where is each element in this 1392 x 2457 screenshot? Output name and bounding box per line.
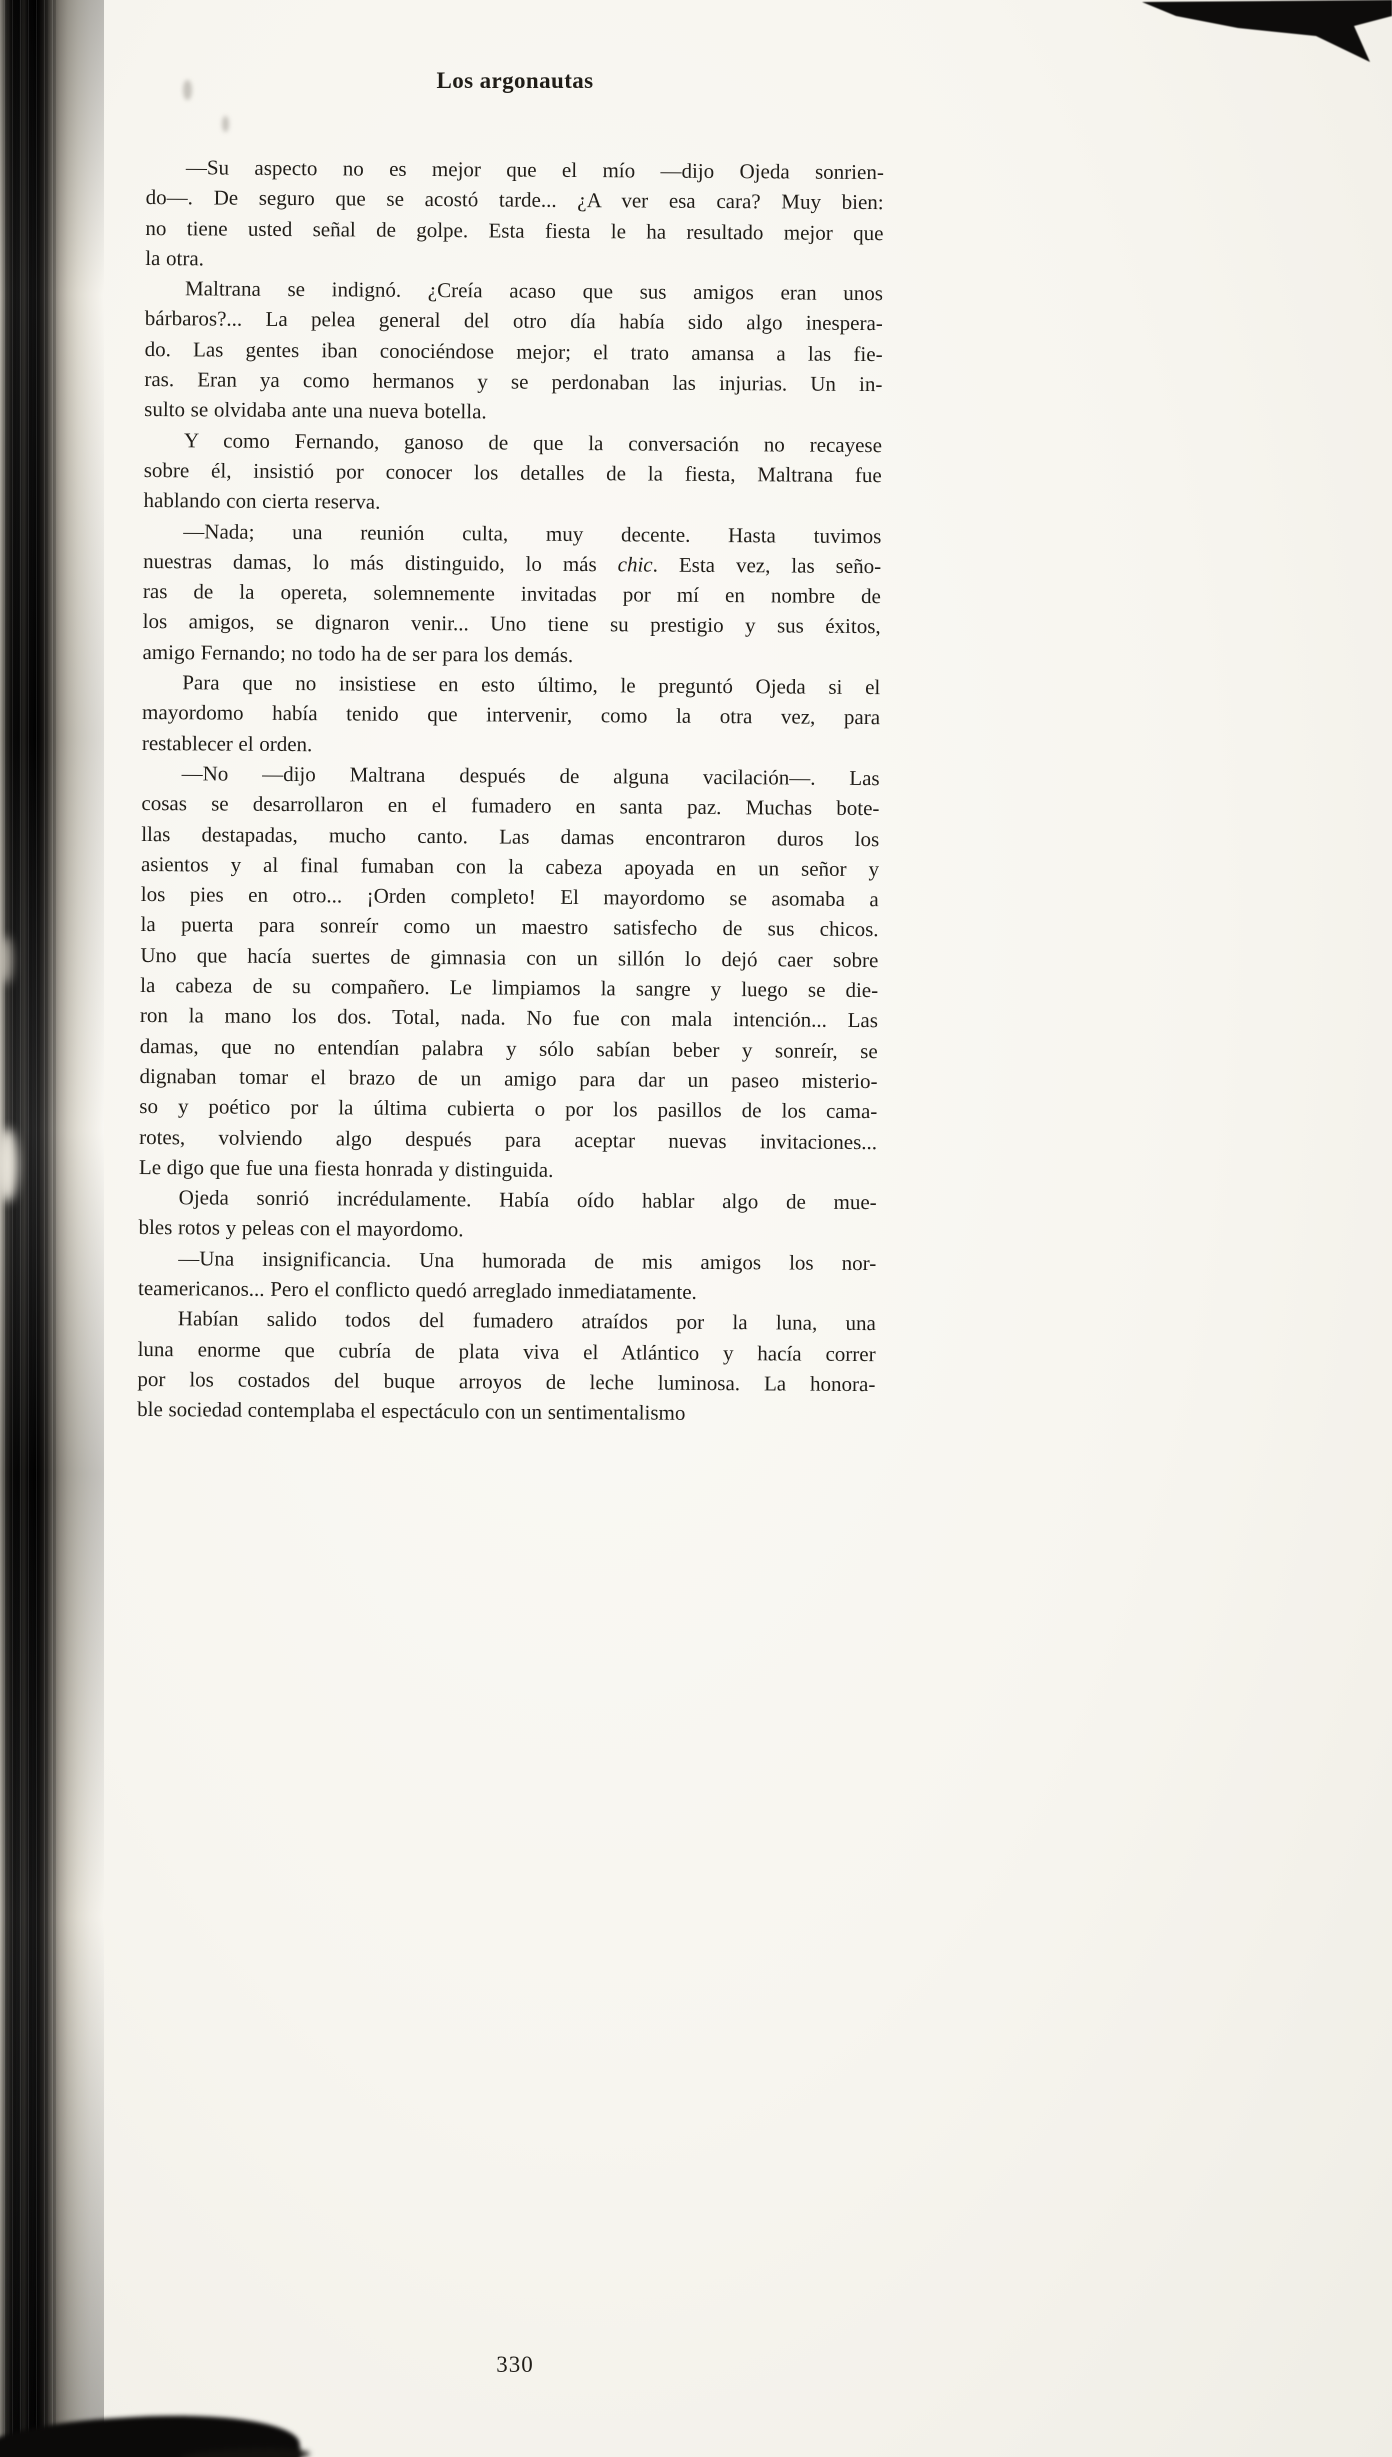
paragraph bbox=[138, 1182, 876, 1248]
text-line: bárbaros?... La pelea general del otro día había sido algo inespera- bbox=[144, 306, 883, 336]
text-line: los pies en otro... ¡Orden completo! El mayordomo se asomaba a bbox=[140, 882, 879, 912]
text-line: teamericanos... Pero el conflicto quedó arreglado inmediatamente. bbox=[137, 1275, 697, 1304]
paragraph bbox=[139, 758, 880, 1187]
paragraph bbox=[142, 516, 881, 673]
text-line: Ojeda sonrió incrédulamente. Había oído hablar algo de mue- bbox=[178, 1185, 877, 1215]
text-line: amigo Fernando; no todo ha de ser para los demás. bbox=[142, 639, 574, 667]
text-line: la puerta para sonreír como un maestro satisfecho de sus chicos. bbox=[140, 912, 879, 942]
body-text bbox=[137, 152, 884, 1430]
paragraph bbox=[138, 1243, 876, 1309]
italic-word: chic bbox=[617, 552, 653, 577]
text-line: dignaban tomar el brazo de un amigo para dar un paseo misterio- bbox=[139, 1063, 878, 1094]
text-line: ron la mano los dos. Total, nada. No fue con mala intención... Las bbox=[139, 1003, 879, 1033]
text-line: —Su aspecto no es mejor que el mío —dijo Ojeda sonrien- bbox=[185, 155, 884, 185]
text-line: restablecer el orden. bbox=[141, 730, 313, 756]
text-line: —Una insignificancia. Una humorada de mis amigos los nor- bbox=[178, 1245, 877, 1275]
text-line: Y como Fernando, ganoso de que la conversación no recayese bbox=[183, 427, 883, 457]
text-line: la otra. bbox=[145, 245, 205, 271]
text-line: so y poético por la última cubierta o por los pasillos de los cama- bbox=[139, 1094, 878, 1124]
text-line: sulto se olvidaba ante una nueva botella. bbox=[144, 397, 487, 424]
scan-speck bbox=[222, 116, 229, 132]
book-binding-shadow bbox=[0, 0, 104, 2457]
text-line: los amigos, se dignaron venir... Uno tiene su prestigio y sus éxitos, bbox=[142, 609, 881, 639]
text-line: por los costados del buque arroyos de leche luminosa. La honora- bbox=[137, 1366, 876, 1396]
text-line: Le digo que fue una fiesta honrada y distinguida. bbox=[138, 1154, 554, 1182]
text-line: la cabeza de su compañero. Le limpiamos la sangre y luego se die- bbox=[140, 972, 879, 1003]
text-segment: . Esta vez, las seño- bbox=[652, 552, 882, 579]
text-line: Maltrana se indignó. ¿Creía acaso que sus amigos eran unos bbox=[184, 276, 884, 306]
text-segment: nuestras damas, lo más distinguido, lo más bbox=[143, 548, 618, 577]
text-line: Uno que hacía suertes de gimnasia con un sillón lo dejó caer sobre bbox=[140, 942, 879, 972]
text-line: —No —dijo Maltrana después de alguna vacilación—. Las bbox=[181, 761, 880, 791]
text-line: bles rotos y peleas con el mayordomo. bbox=[138, 1215, 464, 1242]
text-line: ras. Eran ya como hermanos y se perdonaban las injurias. Un in- bbox=[144, 367, 883, 397]
paragraph bbox=[143, 425, 882, 521]
text-line: sobre él, insistió por conocer los detalles de la fiesta, Maltrana fue bbox=[143, 457, 882, 488]
running-header: Los argonautas bbox=[436, 68, 594, 93]
text-line: damas, que no entendían palabra y sólo sabían beber y sonreír, se bbox=[139, 1033, 878, 1063]
text-line: cosas se desarrollaron en el fumadero en santa paz. Muchas bote- bbox=[141, 791, 880, 821]
text-line: no tiene usted señal de golpe. Esta fiesta le ha resultado mejor que bbox=[145, 215, 884, 245]
text-line: do—. De seguro que se acostó tarde... ¿A ver esa cara? Muy bien: bbox=[145, 185, 884, 215]
page-number: 330 bbox=[496, 2352, 534, 2377]
text-line: mayordomo había tenido que intervenir, como la otra vez, para bbox=[142, 700, 881, 730]
text-line: —Nada; una reunión culta, muy decente. Hasta tuvimos bbox=[183, 518, 882, 548]
text-line: Habían salido todos del fumadero atraídos por la luna, una bbox=[177, 1306, 876, 1336]
text-line: luna enorme que cubría de plata viva el Atlántico y hacía correr bbox=[137, 1336, 876, 1366]
text-line: ble sociedad contemplaba el espectáculo con un sentimentalismo bbox=[137, 1397, 686, 1425]
paragraph bbox=[145, 152, 884, 278]
paragraph bbox=[144, 273, 883, 430]
text-line: hablando con cierta reserva. bbox=[143, 488, 381, 514]
paragraph bbox=[137, 1303, 876, 1429]
paragraph bbox=[142, 667, 881, 763]
text-line: llas destapadas, mucho canto. Las damas encontraron duros los bbox=[141, 821, 880, 851]
text-line: do. Las gentes iban conociéndose mejor; el trato amansa a las fie- bbox=[144, 336, 883, 366]
text-line: asientos y al final fumaban con la cabeza apoyada en un señor y bbox=[140, 851, 880, 881]
text-line: ras de la opereta, solemnemente invitadas por mí en nombre de bbox=[142, 579, 881, 609]
text-line: Para que no insistiese en esto último, le preguntó Ojeda si el bbox=[182, 670, 881, 700]
text-line: rotes, volviendo algo después para aceptar nuevas invitaciones... bbox=[139, 1124, 878, 1154]
